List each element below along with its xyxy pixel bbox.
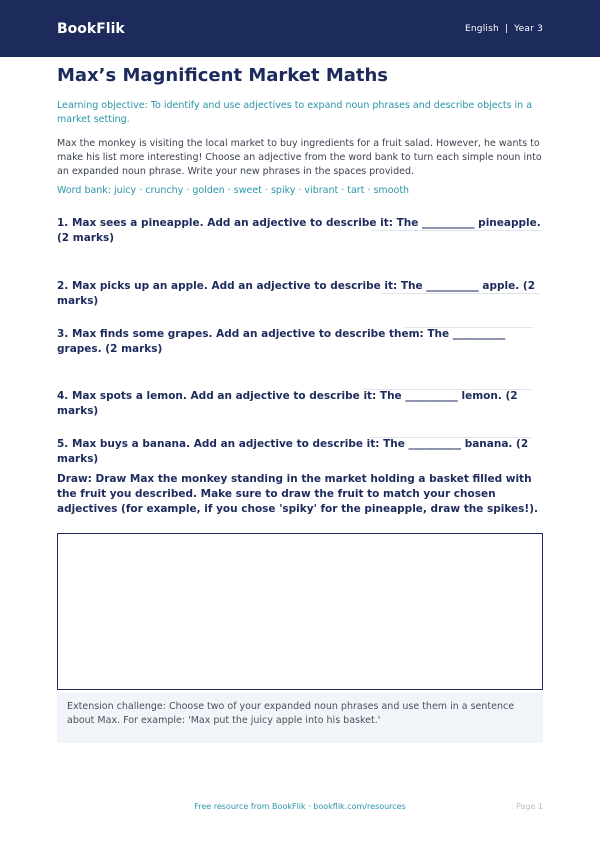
question-4: 4. Max spots a lemon. Add an adjective to describe it: The __________ lemon. (2 marks) [57,390,518,417]
extension-challenge-box [57,693,543,743]
question-1: 1. Max sees a pineapple. Add an adjective to describe it: The __________ pineapple. (2 marks) [57,217,541,244]
word-bank: Word bank: juicy · crunchy · golden · sweet · spiky · vibrant · tart · smooth [57,185,410,196]
question-3: 3. Max finds some grapes. Add an adjective to describe them: The __________ grapes. (2 marks) [57,328,506,355]
question-5: 5. Max buys a banana. Add an adjective to describe it: The __________ banana. (2 marks) [57,438,529,465]
year-label: Year 3 [514,23,543,34]
intro-paragraph: Max the monkey is visiting the local market to buy ingredients for a fruit salad. However, he wants to make his list more interesting! Choose an adjective from the word bank to turn each simple noun into an expanded noun phrase. Write your new phrases in the spaces provided. [57,138,542,177]
subject-label: English [465,23,499,34]
page-title: Max’s Magnificent Market Maths [57,65,389,86]
header-separator: | [504,23,509,34]
answer-line-5[interactable] [370,437,532,438]
draw-prompt: Draw: Draw Max the monkey standing in the market holding a basket filled with the fruit you described. Make sure to draw the fruit to match your chosen adjectives (for example, if you chose 'spiky' for the pineapple, draw the spikes!). [57,473,538,515]
question-2: 2. Max picks up an apple. Add an adjective to describe it: The __________ apple. (2 marks) [57,280,536,307]
brand-logo-text: BookFlik [57,20,125,37]
header-meta [465,24,543,34]
page-footer [0,802,600,814]
answer-line-1[interactable] [372,230,542,231]
answer-line-3[interactable] [405,327,533,328]
extension-challenge-text: Extension challenge: Choose two of your expanded noun phrases and use them in a sentence about Max. For example: 'Max put the juicy apple into his basket.' [67,701,515,726]
footer-resource-link[interactable]: Free resource from BookFlik · bookflik.com/resources [194,802,406,811]
drawing-area[interactable] [57,533,543,690]
page-number: Page 1 [516,802,543,811]
learning-objective: Learning objective: To identify and use adjectives to expand noun phrases and describe objects in a market setting. [57,100,533,125]
page-header [0,0,600,57]
answer-line-4[interactable] [363,389,531,390]
answer-line-2[interactable] [380,293,540,294]
